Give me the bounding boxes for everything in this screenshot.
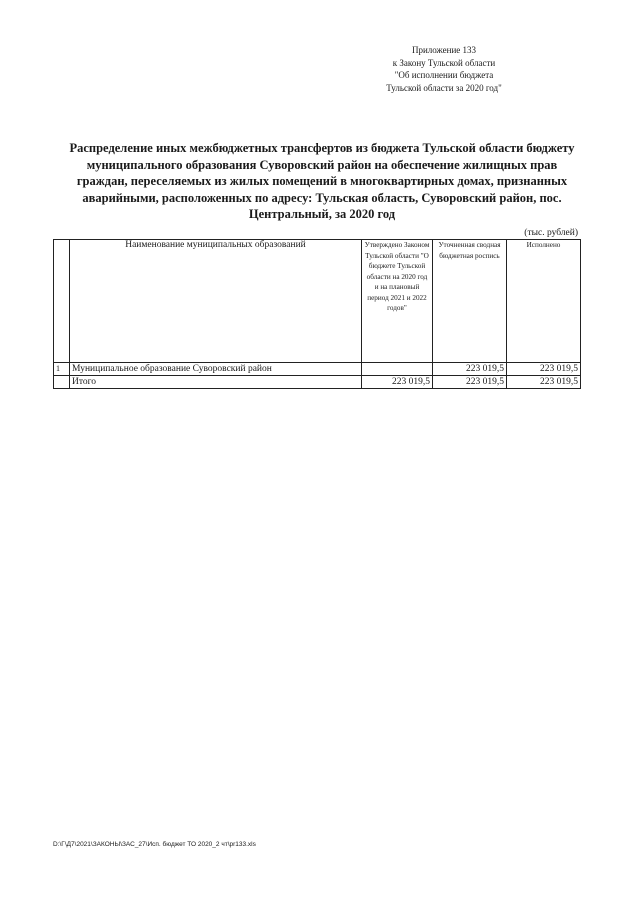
table-row-total (54, 376, 581, 389)
header-executed: Исполнено (507, 240, 581, 363)
appendix-block (344, 44, 544, 94)
row-executed: 223 019,5 (507, 376, 581, 389)
header-name: Наименование муниципальных образований (70, 240, 362, 363)
file-path-footer: D:\Г\Д7\2021\ЗАКОНЫ\ЗАС_27\Исп. бюджет ТО 2020_2 чт\pr133.xls (53, 841, 256, 848)
row-name: Итого (70, 376, 362, 389)
header-approved: Утверждено Законом Тульской области "О бюджете Тульской области на 2020 год и на плановый период 2021 и 2022 годов" (362, 240, 433, 363)
transfers-table (53, 239, 581, 389)
units-label: (тыс. рублей) (524, 228, 578, 238)
table-row (54, 363, 581, 376)
title-line: Распределение иных межбюджетных трансфертов из бюджета Тульской области бюджету (69, 141, 575, 155)
title-line: аварийными, расположенных по адресу: Тульская область, Суворовский район, пос. (82, 190, 562, 205)
row-name: Муниципальное образование Суворовский район (70, 363, 362, 376)
header-refined: Уточненная сводная бюджетная роспись (433, 240, 507, 363)
appendix-line: к Закону Тульской области (392, 57, 496, 68)
table-header-row (54, 240, 581, 363)
row-approved (362, 363, 433, 376)
title-line: Центральный, за 2020 год (248, 207, 396, 221)
title-line: муниципального образования Суворовский район на обеспечение жилищных прав (86, 157, 558, 172)
title-line: граждан, переселяемых из жилых помещений в многоквартирных домах, признанных (76, 174, 568, 188)
header-index-cell (54, 240, 70, 363)
row-approved: 223 019,5 (362, 376, 433, 389)
row-executed: 223 019,5 (507, 363, 581, 376)
row-refined: 223 019,5 (433, 363, 507, 376)
appendix-line: Тульской области за 2020 год" (386, 82, 502, 93)
appendix-line: "Об исполнении бюджета (394, 70, 494, 80)
row-index: 1 (54, 363, 70, 376)
row-refined: 223 019,5 (433, 376, 507, 389)
document-title (52, 140, 592, 223)
appendix-line: Приложение 133 (411, 45, 477, 55)
row-index (54, 376, 70, 389)
